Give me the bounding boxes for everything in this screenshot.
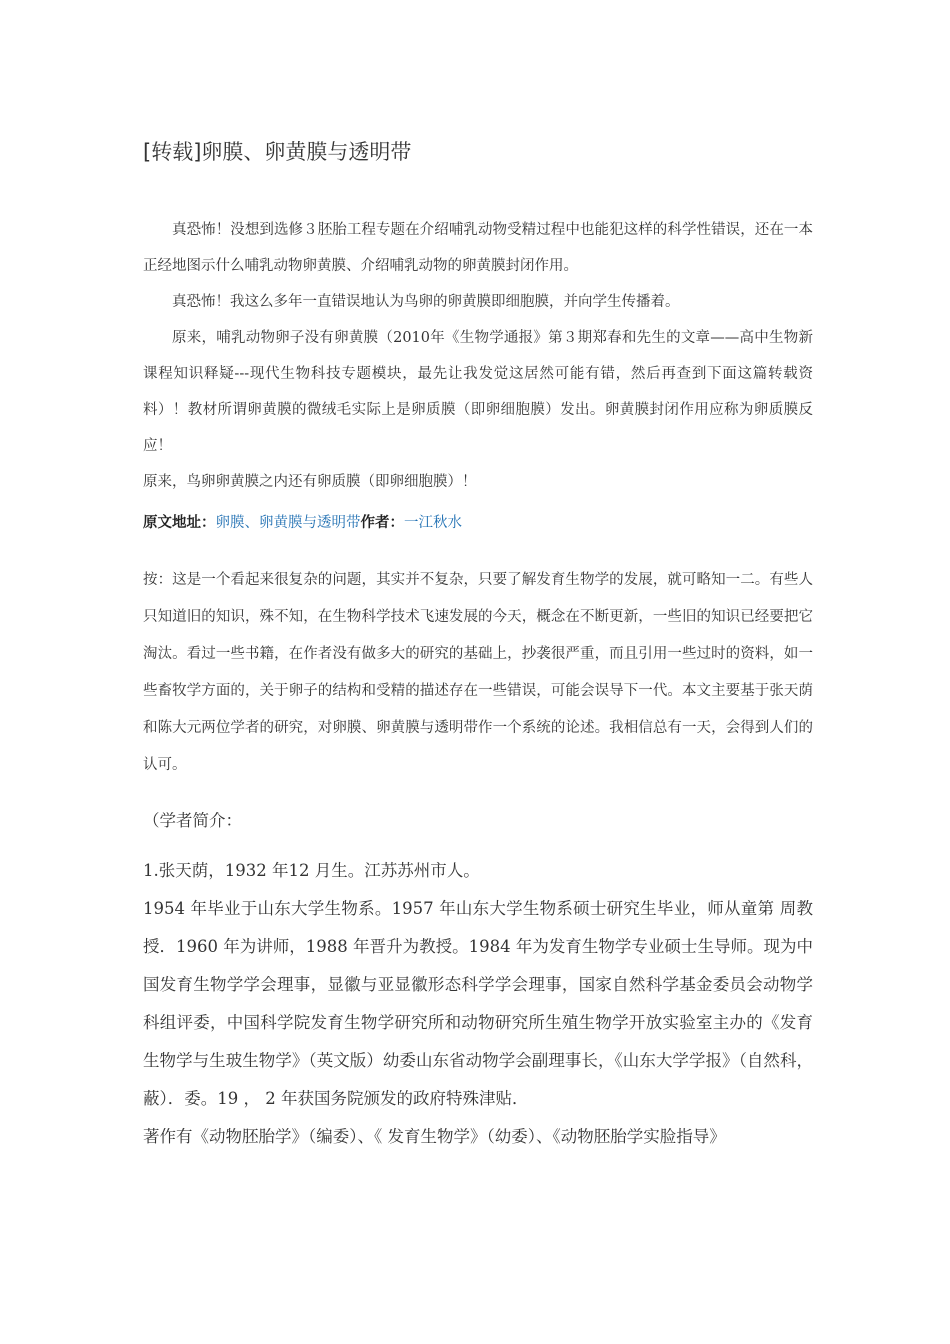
scholars-section — [143, 802, 813, 1156]
paragraph-2: 真恐怖！我这么多年一直错误地认为鸟卵的卵黄膜即细胞膜，并向学生传播着。 — [172, 294, 680, 310]
article-title: [转载]卵膜、卵黄膜与透明带 — [143, 140, 412, 164]
editor-note — [143, 562, 813, 784]
paragraph-4: 原来，鸟卵卵黄膜之内还有卵质膜（即卵细胞膜）！ — [143, 474, 477, 490]
scholar-1-line: 1.张天荫，1932 年12 月生。江苏苏州市人。 — [143, 861, 480, 880]
author-label: 作者： — [360, 515, 404, 531]
scholar-1-works: 著作有《动物胚胎学》（编委）、《 发育生物学》（幼委）、《动物胚胎学实脸指导》 — [143, 1127, 726, 1146]
paragraph-3: 原来，哺乳动物卵子没有卵黄膜（2010年《生物学通报》第３期郑春和先生的文章——高中生物新课程知识释疑---现代生物科技专题模块，最先让我发觉这居然可能有错，然后再查到下面这篇转载资料）！教材所谓卵黄膜的微绒毛实际上是卵质膜（即卵细胞膜）发出。卵黄膜封闭作用应称为卵质膜反应！ — [143, 330, 813, 454]
article-intro — [143, 212, 813, 500]
paragraph-1: 真恐怖！没想到选修３胚胎工程专题在介绍哺乳动物受精过程中也能犯这样的科学性错误，还在一本正经地图示什么哺乳动物卵黄膜、介绍哺乳动物的卵黄膜封闭作用。 — [143, 222, 813, 274]
author-link[interactable]: 一江秋水 — [404, 515, 462, 531]
note-paragraph: 按：这是一个看起来很复杂的问题，其实并不复杂，只要了解发育生物学的发展，就可略知一二。有些人只知道旧的知识，殊不知，在生物科学技术飞速发展的今天，概念在不断更新，一些旧的知识已经要把它淘汰。看过一些书籍，在作者没有做多大的研究的基础上，抄袭很严重，而且引用一些过时的资料，如一些畜牧学方面的，关于卵子的结构和受精的描述存在一些错误，可能会误导下一代。本文主要基于张天荫和陈大元两位学者的研究，对卵膜、卵黄膜与透明带作一个系统的论述。我相信总有一天，会得到人们的认可。 — [143, 572, 813, 773]
source-label: 原文地址： — [143, 515, 216, 531]
scholar-1-body: 1954 年毕业于山东大学生物系。1957 年山东大学生物系硕士研究生毕业，师从童第 周教授．1960 年为讲师，1988 年晋升为教授。1984 年为发育生物学专业硕士生导师。现为中国发育生物学学会理事，显徽与亚显徽形态科学学会理事，国家自然科学基金委员会动物学科组评委，中国科学院发育生物学研究所和动物研究所生殖生物学开放实验室主办的《发育生物学与生玻生物学》（英文版）幼委山东省动物学会副理事长，《山东大学学报》（自然科，蔽）．委。19 ， 2 年获国务院颁发的政府特殊津贴． — [143, 899, 813, 1108]
scholars-heading: （学者简介： — [143, 811, 242, 830]
source-link[interactable]: 卵膜、卵黄膜与透明带 — [215, 515, 361, 531]
source-line — [143, 508, 462, 538]
